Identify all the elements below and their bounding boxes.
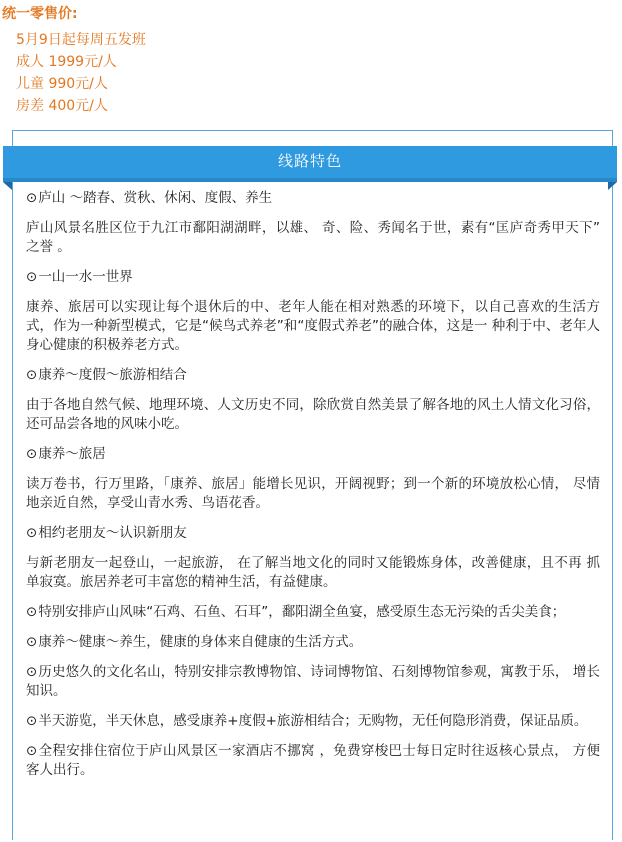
- feature-heading: ⊙康养～健康～养生，健康的身体来自健康的生活方式。: [26, 634, 363, 650]
- feature-description: 读万卷书，行万里路，「康养、旅居」能增长见识，开阔视野；到一个新的环境放松心情， 尽情地亲近自然，享受山青水秀、鸟语花香。: [26, 476, 600, 511]
- bullet-icon: ⊙: [26, 367, 38, 383]
- feature-description: 由于各地自然气候、地理环境、人文历史不同，除欣赏自然美景了解各地的风土人情文化习俗，还可品尝各地的风味小吃。: [26, 397, 600, 432]
- bullet-icon: ⊙: [26, 190, 38, 206]
- price-heading: 统一零售价:: [2, 6, 78, 22]
- feature-heading: ⊙康养～度假～旅游相结合: [26, 367, 187, 383]
- features-content: [26, 189, 600, 791]
- feature-heading: ⊙庐山 ～踏春、赏秋、休闲、度假、养生: [26, 190, 273, 206]
- price-room-diff: 房差 400元/人: [16, 98, 108, 114]
- bullet-icon: ⊙: [26, 604, 38, 620]
- features-title-bar: [3, 146, 617, 178]
- feature-heading: ⊙康养～旅居: [26, 446, 106, 462]
- feature-heading: ⊙半天游览，半天休息，感受康养+度假+旅游相结合；无购物，无任何隐形消费，保证品质。: [26, 713, 588, 729]
- features-title: 线路特色: [277, 152, 342, 170]
- price-adult: 成人 1999元/人: [16, 54, 117, 70]
- feature-heading: ⊙一山一水一世界: [26, 269, 133, 285]
- bullet-icon: ⊙: [26, 634, 38, 650]
- feature-heading: ⊙全程安排住宿位于庐山风景区一家酒店不挪窝 ，免费穿梭巴士每日定时往返核心景点， 方便客人出行。: [26, 743, 600, 778]
- feature-heading: ⊙特别安排庐山风味“石鸡、石鱼、石耳”，鄱阳湖全鱼宴，感受原生态无污染的舌尖美食；: [26, 604, 566, 620]
- feature-heading: ⊙历史悠久的文化名山，特别安排宗教博物馆、诗词博物馆、石刻博物馆参观，寓教于乐， 增长知识。: [26, 664, 600, 699]
- bullet-icon: ⊙: [26, 446, 38, 462]
- feature-description: 庐山风景名胜区位于九江市鄱阳湖湖畔，以雄、 奇、险、秀闻名于世，素有“匡庐奇秀甲天下” 之誉 。: [26, 220, 600, 255]
- price-schedule: 5月9日起每周五发班: [16, 32, 146, 48]
- bullet-icon: ⊙: [26, 525, 38, 541]
- bullet-icon: ⊙: [26, 269, 38, 285]
- ribbon-fold-left: [3, 182, 12, 190]
- bullet-icon: ⊙: [26, 664, 38, 680]
- feature-heading: ⊙相约老朋友～认识新朋友: [26, 525, 187, 541]
- ribbon-fold-right: [608, 182, 617, 190]
- feature-description: 与新老朋友一起登山，一起旅游， 在了解当地文化的同时又能锻炼身体，改善健康，且不再 抓单寂寞。旅居养老可丰富您的精神生活，有益健康。: [26, 555, 600, 590]
- bullet-icon: ⊙: [26, 713, 38, 729]
- feature-description: 康养、旅居可以实现让每个退休后的中、老年人能在相对熟悉的环境下，以自己喜欢的生活方式，作为一种新型模式，它是“候鸟式养老”和“度假式养老”的融合体，这是一 种利于中、老年人身心健康的积极养老方式。: [26, 299, 600, 353]
- price-child: 儿童 990元/人: [16, 76, 108, 92]
- bullet-icon: ⊙: [26, 743, 38, 759]
